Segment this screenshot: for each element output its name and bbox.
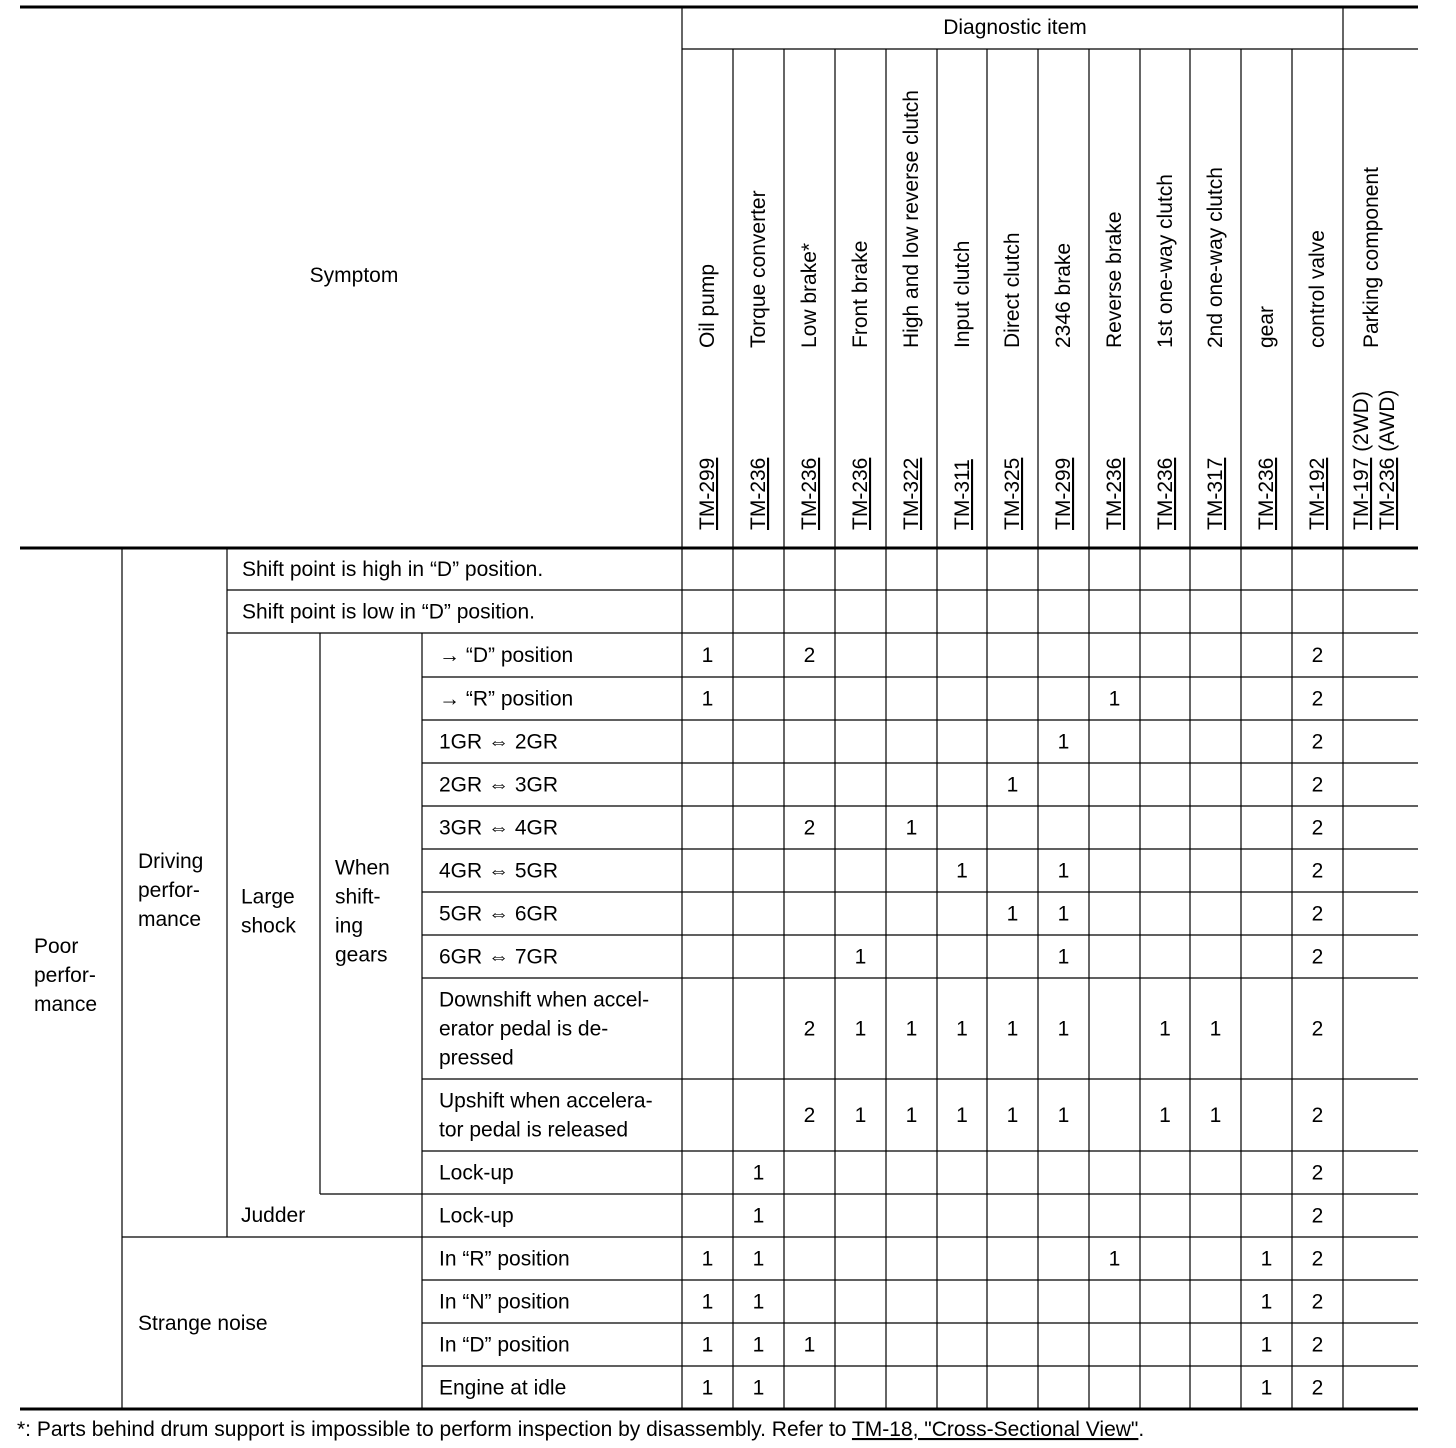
symptom-row-label: Engine at idle [439, 1376, 567, 1400]
symptom-row-label: 3GR ⇔ 4GR [439, 816, 559, 840]
value-cell: 1 [701, 687, 714, 711]
value-cell: 1 [1209, 1104, 1222, 1127]
value-cell: 2 [1311, 773, 1324, 797]
column-name: 1st one-way clutch [1154, 174, 1177, 348]
value-cell: 2 [1311, 1104, 1324, 1127]
value-cell: 2 [1311, 1247, 1324, 1271]
symptom-row-label: 5GR ⇔ 6GR [439, 902, 559, 926]
value-cell: 1 [1057, 730, 1070, 754]
column-ref-link[interactable]: TM-322 [900, 457, 923, 530]
value-cell: 2 [1311, 1204, 1324, 1228]
column-name: 2nd one-way clutch [1204, 167, 1227, 348]
value-cell: 1 [752, 1247, 765, 1271]
value-cell: 1 [1057, 945, 1070, 969]
column-ref-link[interactable]: TM-236 [849, 457, 872, 530]
symptom-row-label: In “N” position [439, 1290, 570, 1314]
value-cell: 1 [956, 1017, 968, 1041]
symptom-row-label: Shift point is high in “D” position. [242, 558, 544, 581]
symptom-row-label: erator pedal is de- [439, 1017, 609, 1041]
value-cell: 1 [701, 1333, 714, 1357]
footnote-link[interactable]: TM-18, "Cross-Sectional View" [851, 1418, 1139, 1441]
value-cell: 2 [1311, 1290, 1324, 1314]
value-cell: 2 [803, 816, 816, 840]
column-ref-link[interactable]: TM-236 [747, 457, 770, 530]
diagnostic-item-heading: Diagnostic item [943, 16, 1087, 39]
symptom-group-g1: Poor [34, 935, 79, 958]
value-cell: 2 [1311, 816, 1324, 840]
value-cell: 1 [701, 1290, 714, 1314]
symptom-group-g2a: perfor- [138, 879, 200, 902]
symptom-row-label: Lock-up [439, 1204, 514, 1228]
symptom-group-g4: gears [335, 943, 388, 967]
footnote-text: *: Parts behind drum support is impossible to perform inspection by disassembly. Refer to [17, 1418, 852, 1441]
value-cell: 2 [803, 1104, 816, 1127]
symptom-group-g3a: shock [241, 914, 296, 938]
symptom-row-label: 2GR ⇔ 3GR [439, 773, 559, 797]
column-ref-link[interactable]: TM-325 [1001, 457, 1024, 530]
value-cell: 1 [1006, 773, 1019, 797]
column-name: Direct clutch [1001, 232, 1024, 348]
value-cell: 1 [752, 1204, 765, 1228]
column-name: High and low reverse clutch [900, 90, 923, 348]
value-cell: 1 [1209, 1017, 1222, 1041]
value-cell: 2 [1311, 902, 1324, 926]
column-ref-link[interactable]: TM-311 [951, 459, 974, 530]
footnote [17, 1418, 1144, 1441]
value-cell: 1 [752, 1333, 765, 1357]
value-cell: 1 [1159, 1017, 1171, 1041]
value-cell: 1 [854, 945, 867, 969]
column-ref-link[interactable]: TM-299 [1052, 457, 1075, 530]
column-ref-link[interactable]: TM-197 [1350, 457, 1373, 530]
value-cell: 1 [1260, 1247, 1273, 1271]
value-cell: 1 [1108, 1247, 1121, 1271]
column-ref-note: (AWD) [1376, 389, 1399, 458]
value-cell: 2 [1311, 1376, 1324, 1400]
symptom-heading: Symptom [309, 264, 399, 287]
value-cell: 2 [1311, 945, 1324, 969]
value-cell: 1 [1057, 1017, 1070, 1041]
column-name: Front brake [849, 240, 872, 348]
value-cell: 1 [803, 1333, 816, 1357]
column-name: Input clutch [951, 240, 974, 348]
symptom-row-label: In “R” position [439, 1247, 570, 1271]
symptom-row-label: 4GR ⇔ 5GR [439, 859, 559, 883]
value-cell: 1 [752, 1290, 765, 1314]
value-cell: 1 [752, 1376, 765, 1400]
value-cell: 1 [1006, 902, 1019, 926]
value-cell: 2 [1311, 859, 1324, 883]
symptom-group-g4: When [335, 856, 390, 880]
value-cell: 1 [854, 1104, 867, 1127]
symptom-group-g1: perfor- [34, 964, 96, 987]
column-name: Oil pump [696, 263, 719, 348]
value-cell: 1 [1108, 687, 1121, 711]
column-name: Reverse brake [1103, 211, 1126, 348]
symptom-row-label: pressed [439, 1046, 514, 1070]
value-cell: 1 [701, 644, 714, 667]
column-name: Torque converter [747, 190, 770, 348]
value-cell: 1 [701, 1376, 714, 1400]
symptom-row-label: Upshift when accelera- [439, 1089, 653, 1113]
column-name: Low brake* [798, 242, 821, 348]
column-ref-link[interactable]: TM-192 [1306, 457, 1329, 530]
value-cell: 1 [1057, 1104, 1070, 1127]
symptom-row-label: Shift point is low in “D” position. [242, 600, 535, 624]
value-cell: 1 [1006, 1017, 1019, 1041]
value-cell: 1 [1159, 1104, 1171, 1127]
symptom-row-label: In “D” position [439, 1333, 570, 1357]
value-cell: 1 [1260, 1333, 1273, 1357]
symptom-group-g3a: Large [241, 885, 295, 909]
column-name: 2346 brake [1052, 242, 1075, 348]
value-cell: 2 [1311, 730, 1324, 754]
symptom-group-g3b: Judder [241, 1204, 306, 1227]
column-ref-link[interactable]: TM-236 [1154, 457, 1177, 530]
value-cell: 2 [1311, 1333, 1324, 1357]
parking-ref-text [1376, 390, 1399, 530]
value-cell: 1 [1006, 1104, 1019, 1127]
symptom-group-g1: mance [34, 993, 98, 1016]
column-ref-link[interactable]: TM-299 [696, 457, 719, 530]
symptom-row-label: Lock-up [439, 1161, 514, 1185]
value-cell: 2 [1311, 644, 1324, 667]
value-cell: 1 [956, 1104, 968, 1127]
symptom-row-label: → “D” position [439, 644, 574, 667]
value-cell: 1 [701, 1247, 714, 1271]
column-ref-note: (2WD) [1350, 391, 1373, 458]
value-cell: 2 [803, 644, 816, 667]
symptom-group-g4: shift- [335, 885, 381, 909]
value-cell: 1 [905, 816, 918, 840]
value-cell: 2 [803, 1017, 816, 1041]
value-cell: 2 [1311, 1161, 1324, 1185]
column-name: control valve [1306, 230, 1329, 348]
symptom-row-label: Downshift when accel- [439, 988, 650, 1012]
value-cell: 1 [1260, 1290, 1273, 1314]
symptom-group-g2a: mance [138, 908, 202, 931]
value-cell: 1 [1057, 902, 1070, 926]
value-cell: 1 [752, 1161, 765, 1185]
value-cell: 2 [1311, 687, 1324, 711]
value-cell: 1 [905, 1104, 918, 1127]
value-cell: 2 [1311, 1017, 1324, 1041]
symptom-group-g2a: Driving [138, 850, 204, 873]
column-name: Parking component [1360, 167, 1383, 348]
value-cell: 1 [1260, 1376, 1273, 1400]
symptom-group-g2b: Strange noise [138, 1312, 268, 1335]
symptom-row-label: 6GR ⇔ 7GR [439, 945, 559, 969]
symptom-row-label: → “R” position [439, 687, 574, 711]
parking-ref-text [1350, 391, 1373, 530]
value-cell: 1 [854, 1017, 867, 1041]
column-ref-link[interactable]: TM-236 [798, 457, 821, 530]
value-cell: 1 [905, 1017, 918, 1041]
column-name: gear [1255, 305, 1278, 348]
column-ref-link[interactable]: TM-236 [1103, 457, 1126, 530]
value-cell: 1 [1057, 859, 1070, 883]
symptom-row-label: 1GR ⇔ 2GR [439, 730, 559, 754]
column-ref-link[interactable]: TM-236 [1376, 457, 1399, 530]
symptom-group-g4: ing [335, 914, 364, 938]
footnote-end: . [1138, 1418, 1145, 1441]
column-ref-link[interactable]: TM-317 [1204, 457, 1227, 530]
value-cell: 1 [956, 859, 968, 883]
symptom-row-label: tor pedal is released [439, 1118, 629, 1142]
column-ref-link[interactable]: TM-236 [1255, 457, 1278, 530]
